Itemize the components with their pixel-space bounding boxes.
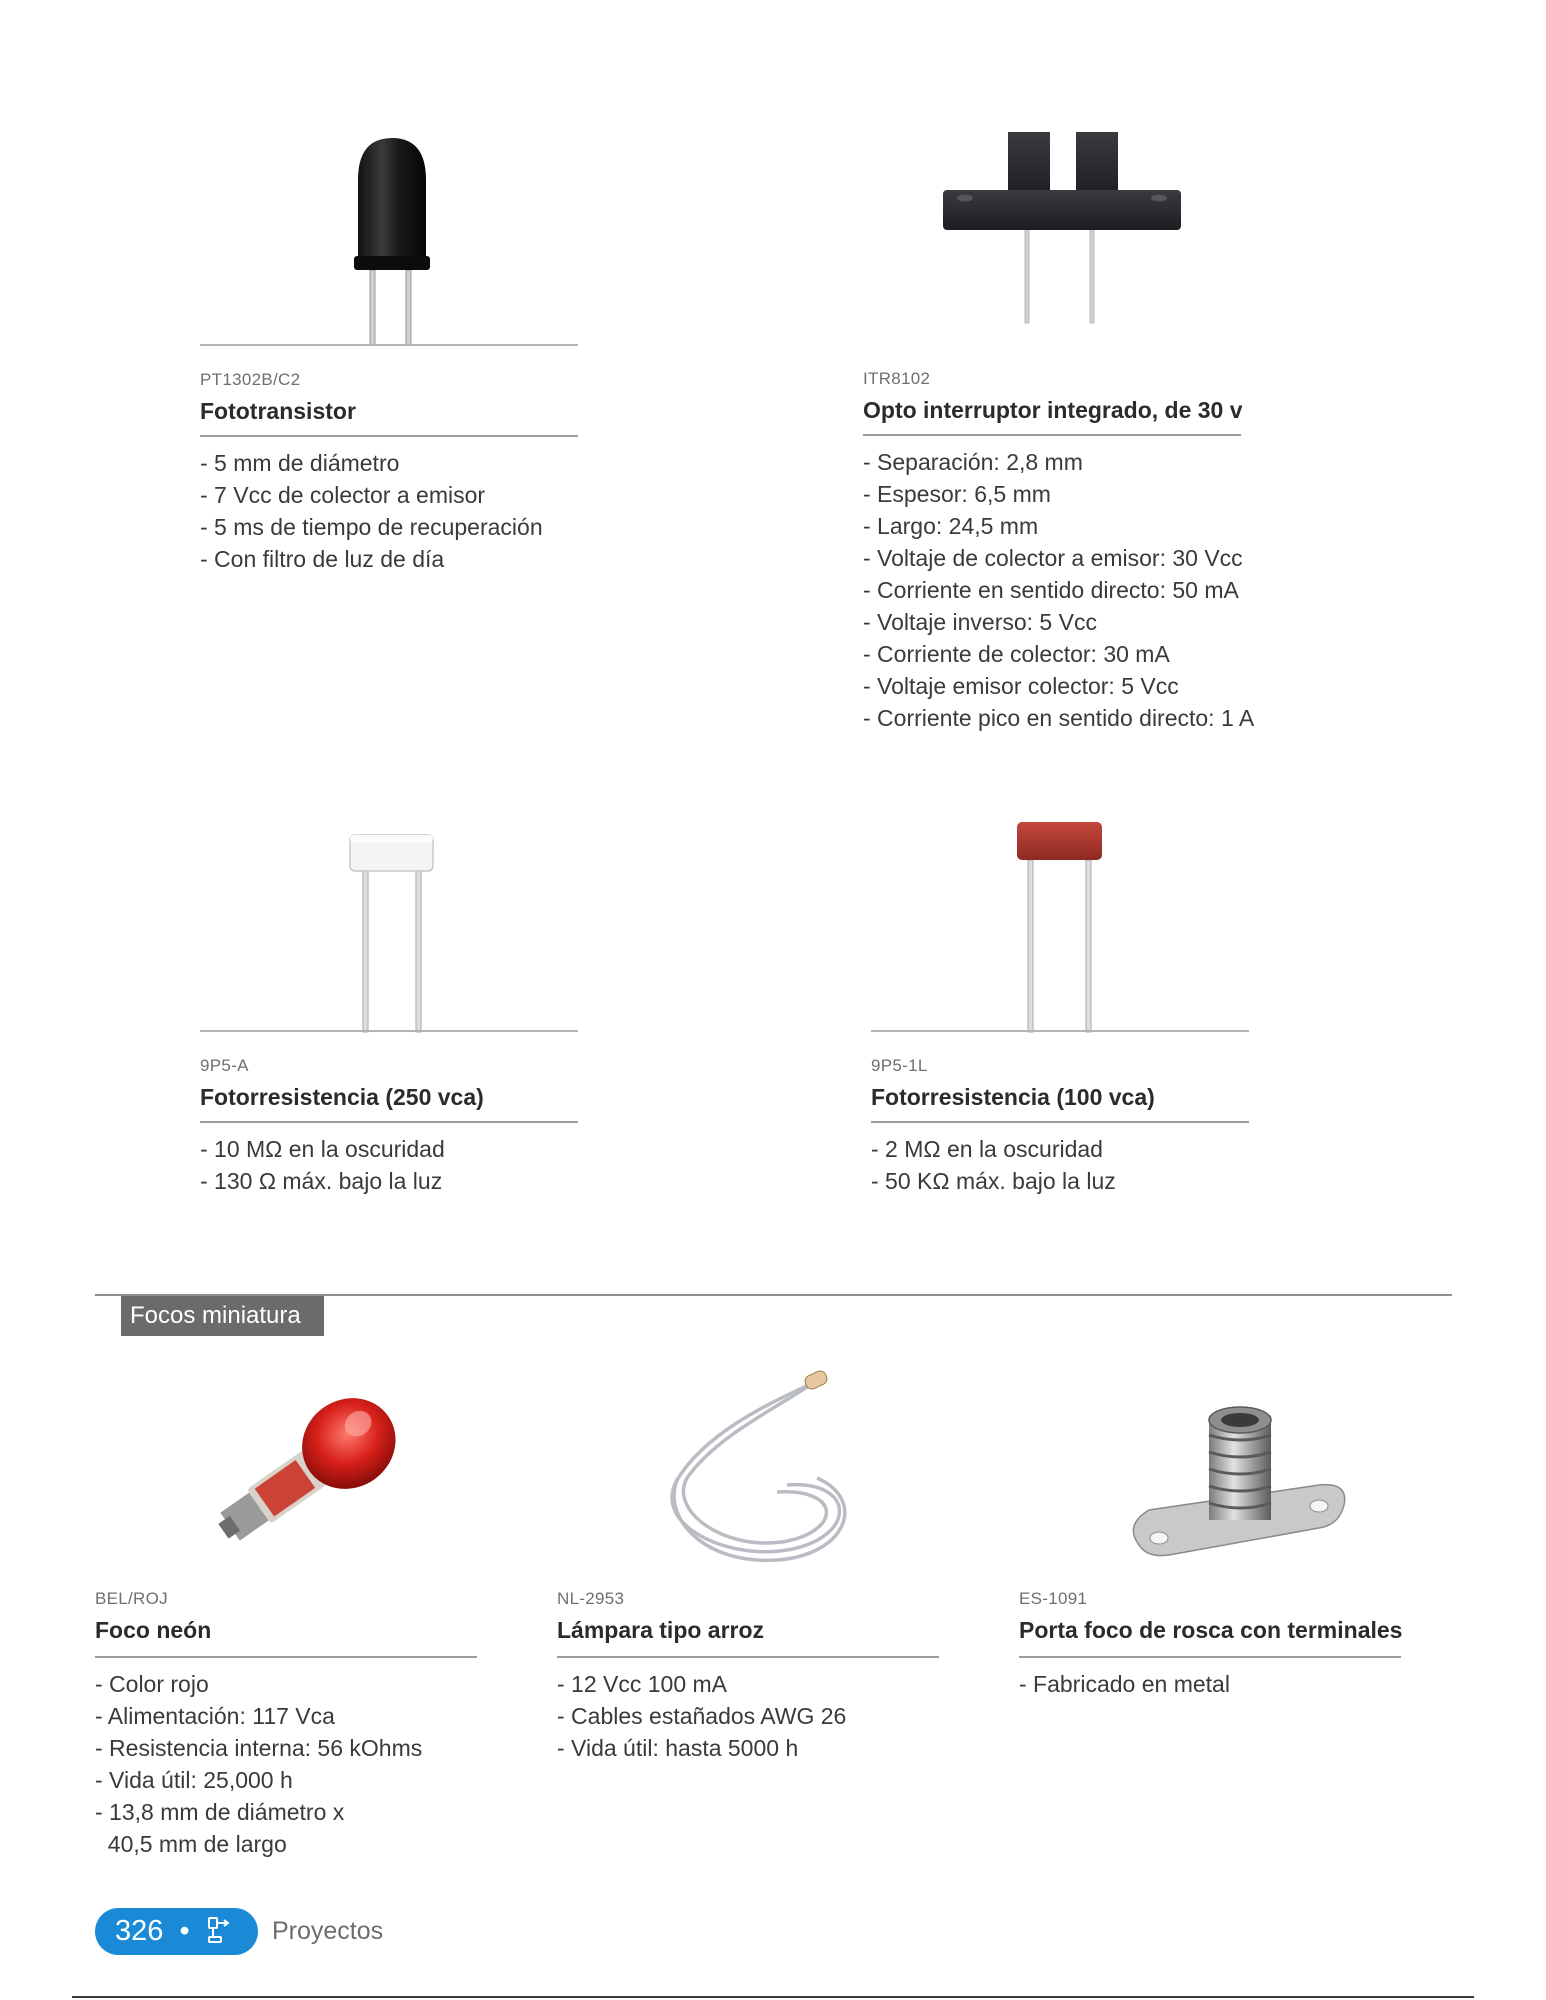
spec-list: [1019, 1668, 1230, 1700]
image-baseline: [871, 1030, 1249, 1032]
name-underline: [557, 1656, 939, 1658]
product-name: Fotorresistencia (250 vca): [200, 1084, 484, 1110]
bottom-rule: [72, 1996, 1474, 1998]
product-code: ITR8102: [863, 369, 931, 388]
spec-item: - 12 Vcc 100 mA: [557, 1671, 728, 1697]
product-foco-neon: [95, 1360, 495, 1860]
product-code: 9P5-1L: [871, 1056, 928, 1075]
photoresistor-red-image: [871, 805, 1251, 1035]
tool-icon: [206, 1915, 232, 1945]
spec-item: - Vida útil: hasta 5000 h: [557, 1735, 799, 1761]
spec-item: - 13,8 mm de diámetro x: [95, 1799, 345, 1825]
spec-item: - Con filtro de luz de día: [200, 546, 445, 572]
spec-item: - Fabricado en metal: [1019, 1671, 1230, 1697]
spec-item: - Cables estañados AWG 26: [557, 1703, 847, 1729]
neon-lamp-image: [95, 1360, 495, 1580]
phototransistor-image: [200, 120, 580, 350]
spec-item: - Corriente de colector: 30 mA: [863, 641, 1170, 667]
spec-item: - Resistencia interna: 56 kOhms: [95, 1735, 423, 1761]
product-code: ES-1091: [1019, 1589, 1088, 1608]
product-porta-foco: [1019, 1360, 1469, 1720]
product-fotorresistencia-100: [871, 805, 1251, 1205]
spec-item: - Vida útil: 25,000 h: [95, 1767, 293, 1793]
spec-item: - Corriente en sentido directo: 50 mA: [863, 577, 1239, 603]
opto-interrupter-image: [863, 120, 1243, 350]
product-code: 9P5-A: [200, 1056, 249, 1075]
product-code: NL-2953: [557, 1589, 625, 1608]
spec-item: - Separación: 2,8 mm: [863, 449, 1083, 475]
name-underline: [863, 434, 1241, 436]
spec-list: [200, 447, 543, 575]
spec-item: - Voltaje inverso: 5 Vcc: [863, 609, 1097, 635]
spec-list: [557, 1668, 846, 1764]
spec-item: 40,5 mm de largo: [95, 1831, 287, 1857]
image-baseline: [200, 1030, 578, 1032]
name-underline: [200, 435, 578, 437]
spec-item: - Voltaje de colector a emisor: 30 Vcc: [863, 545, 1243, 571]
product-name: Lámpara tipo arroz: [557, 1617, 765, 1643]
name-underline: [871, 1121, 1249, 1123]
page-number-badge: [95, 1908, 258, 1955]
separator-dot: •: [179, 1915, 190, 1947]
spec-item: - Espesor: 6,5 mm: [863, 481, 1051, 507]
product-name: Foco neón: [95, 1617, 212, 1643]
product-opto-interruptor: [863, 120, 1323, 740]
spec-item: - Largo: 24,5 mm: [863, 513, 1039, 539]
page-number: 326: [115, 1915, 164, 1947]
rice-lamp-image: [557, 1360, 957, 1580]
spec-list: [871, 1133, 1116, 1197]
image-baseline: [200, 344, 578, 346]
spec-item: - Alimentación: 117 Vca: [95, 1703, 335, 1729]
photoresistor-white-image: [200, 805, 580, 1035]
product-code: BEL/ROJ: [95, 1589, 168, 1608]
spec-item: - 130 Ω máx. bajo la luz: [200, 1168, 443, 1194]
spec-item: - 10 MΩ en la oscuridad: [200, 1136, 445, 1162]
spec-item: - Corriente pico en sentido directo: 1 A: [863, 705, 1255, 731]
spec-item: - 5 ms de tiempo de recuperación: [200, 514, 543, 540]
product-code: PT1302B/C2: [200, 370, 301, 389]
product-name: Fotorresistencia (100 vca): [871, 1084, 1155, 1110]
lamp-holder-image: [1019, 1360, 1419, 1580]
product-name: Opto interruptor integrado, de 30 v: [863, 397, 1243, 423]
product-name: Fototransistor: [200, 398, 356, 424]
spec-item: - Voltaje emisor colector: 5 Vcc: [863, 673, 1179, 699]
spec-item: - Color rojo: [95, 1671, 209, 1697]
product-fotorresistencia-250: [200, 805, 580, 1205]
name-underline: [95, 1656, 477, 1658]
name-underline: [1019, 1656, 1401, 1658]
spec-list: [863, 446, 1254, 734]
spec-item: - 5 mm de diámetro: [200, 450, 400, 476]
product-name: Porta foco de rosca con terminales: [1019, 1617, 1403, 1643]
footer-section-label: Proyectos: [272, 1917, 384, 1945]
spec-item: - 7 Vcc de colector a emisor: [200, 482, 486, 508]
section-title: Focos miniatura: [121, 1296, 324, 1336]
spec-list: [200, 1133, 445, 1197]
product-fototransistor: [200, 120, 580, 590]
spec-item: - 50 KΩ máx. bajo la luz: [871, 1168, 1116, 1194]
name-underline: [200, 1121, 578, 1123]
spec-item: - 2 MΩ en la oscuridad: [871, 1136, 1103, 1162]
product-lampara-arroz: [557, 1360, 957, 1780]
spec-list: [95, 1668, 422, 1860]
